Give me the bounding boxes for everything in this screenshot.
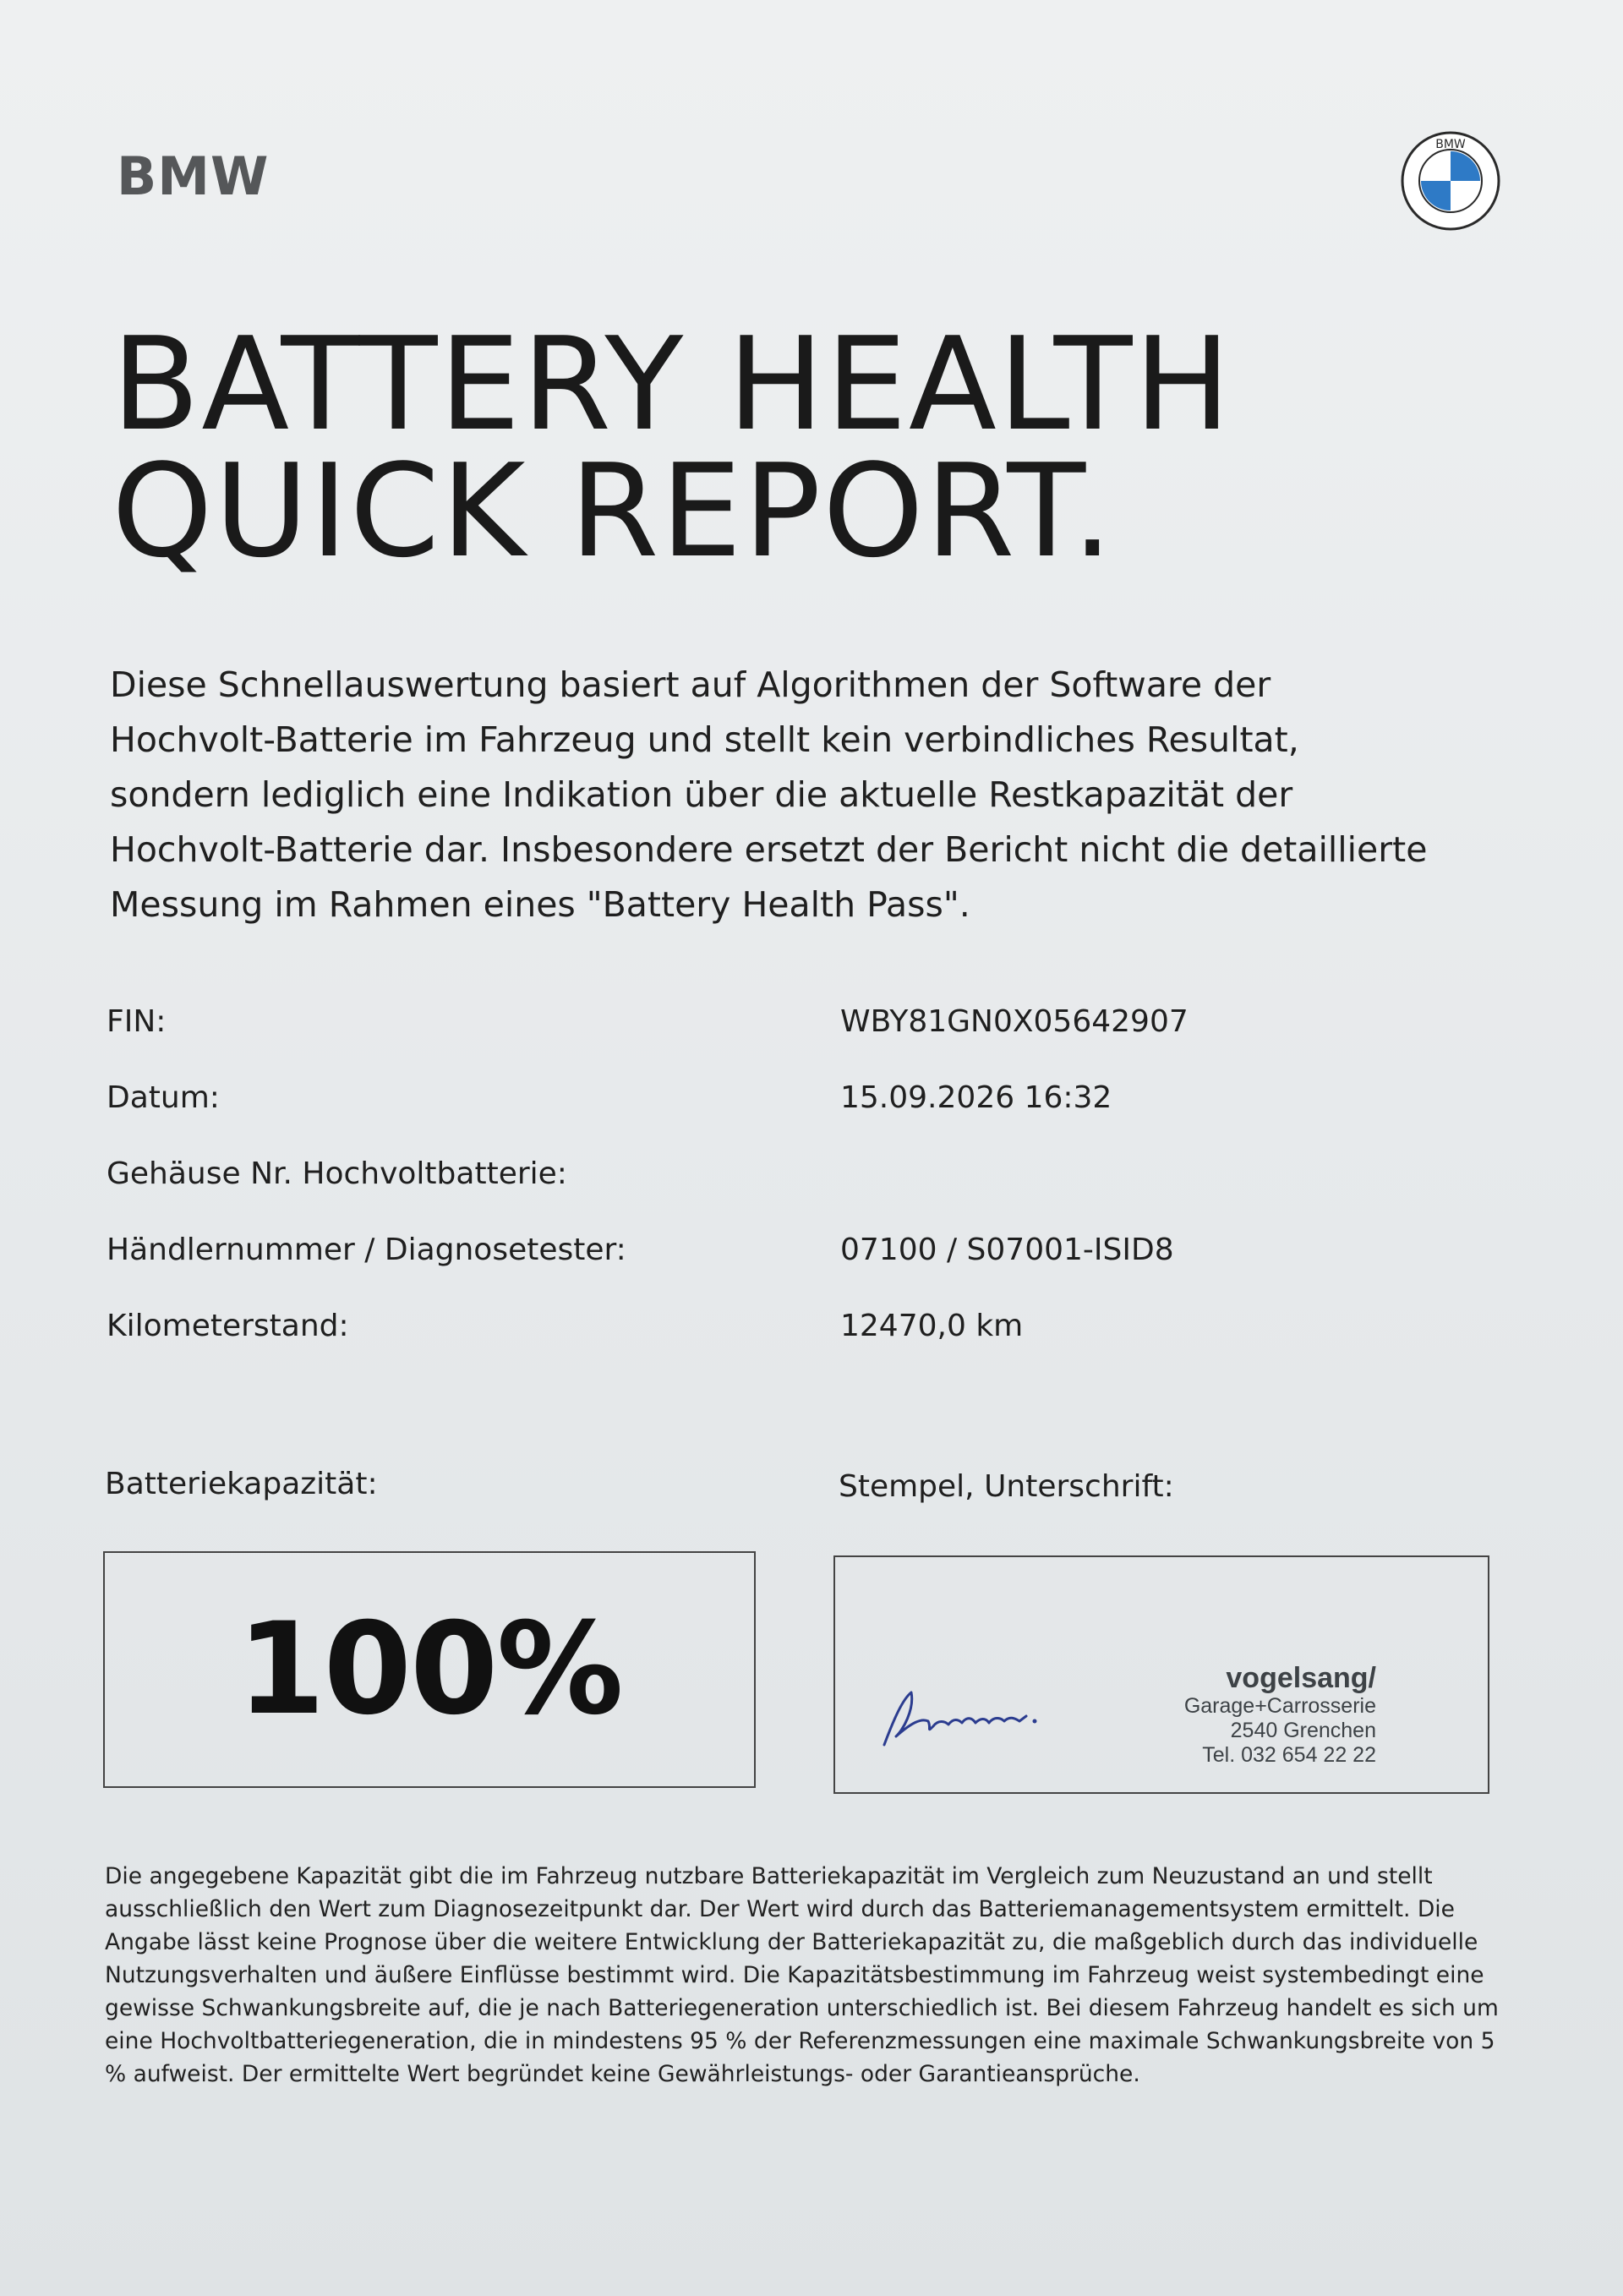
disclaimer-paragraph: Die angegebene Kapazität gibt die im Fahrzeug nutzbare Batteriekapazität im Vergleich zum Neuzustand an und stellt ausschließlich den Wert zum Diagnosezeitpunkt dar. Der Wert wird durch das Batteriemanagementsystem ermittelt. Die Angabe lässt keine Prognose über die weitere Entwicklung der Batteriekapazität zu, die maßgeblich durch das individuelle Nutzungsverhalten und äußere Einflüsse bestimmt wird. Die Kapazitätsbestimmung im Fahrzeug weist systembedingt eine gewisse Schwankungsbreite auf, die je nach Batteriegeneration unterschiedlich ist. Bei diesem Fahrzeug handelt es sich um eine Hochvoltbatteriegeneration, die in mindestens 95 % der Referenzmessungen eine maximale Schwankungsbreite von 5 % aufweist. Der ermittelte Wert begründet keine Gewährleistungs- oder Garantieansprüche. (105, 1863, 1499, 2087)
title-line-2: QUICK REPORT. (112, 436, 1115, 586)
stamp-signature-box (833, 1555, 1489, 1794)
capacity-box (103, 1551, 756, 1788)
field-row-fin (107, 1004, 1374, 1080)
field-value: 12470,0 km (840, 1309, 1024, 1343)
field-label: Kilometerstand: (107, 1309, 349, 1343)
intro-paragraph: Diese Schnellauswertung basiert auf Algorithmen der Software der Hochvolt-Batterie im Fahrzeug und stellt kein verbindliches Resultat, sondern lediglich eine Indikation über die aktuelle Restkapazität der Hochvolt-Batterie dar. Insbesondere ersetzt der Bericht nicht die detaillierte Messung im Rahmen eines "Battery Health Pass". (110, 664, 1428, 925)
stamp-line: Tel. 032 654 22 22 (1202, 1743, 1376, 1767)
field-row-datum (107, 1080, 1374, 1156)
field-label: Datum: (107, 1080, 220, 1115)
capacity-label: Batteriekapazität: (105, 1467, 378, 1501)
field-label: FIN: (107, 1004, 167, 1039)
field-value: WBY81GN0X05642907 (840, 1004, 1189, 1039)
bmw-roundel-logo (1400, 130, 1501, 232)
brand-wordmark: BMW (117, 145, 270, 207)
company-stamp (1123, 1662, 1376, 1768)
stamp-line: Garage+Carrosserie (1183, 1694, 1376, 1718)
title-line-1: BATTERY HEALTH (112, 309, 1232, 459)
field-row-gehaeuse (107, 1156, 1374, 1233)
stamp-company-name: vogelsang/ (1226, 1662, 1376, 1694)
field-label: Händlernummer / Diagnosetester: (107, 1233, 626, 1267)
field-value: 07100 / S07001-ISID8 (840, 1233, 1174, 1267)
field-label: Gehäuse Nr. Hochvoltbatterie: (107, 1156, 567, 1191)
vehicle-fields (107, 1004, 1374, 1385)
stamp-signature-label: Stempel, Unterschrift: (839, 1469, 1174, 1504)
roundel-letters: BMW (1435, 138, 1466, 151)
stamp-line: 2540 Grenchen (1230, 1719, 1376, 1742)
report-title (112, 309, 1232, 586)
field-row-kilometer (107, 1309, 1374, 1385)
capacity-value: 100% (237, 1596, 622, 1743)
handwritten-signature (877, 1684, 1055, 1752)
field-value: 15.09.2026 16:32 (840, 1080, 1112, 1115)
field-row-haendler (107, 1233, 1374, 1309)
